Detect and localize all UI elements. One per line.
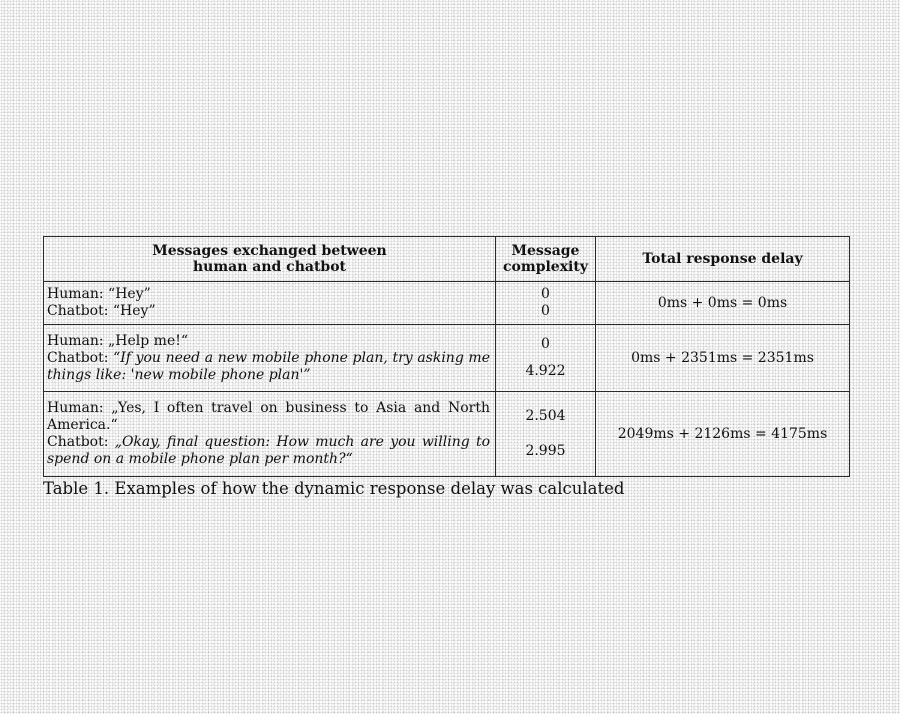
human-message (47, 286, 490, 303)
delay-cell: 2049ms + 2126ms = 4175ms (596, 392, 850, 477)
human-prefix: Human: (47, 400, 104, 416)
messages-cell (44, 282, 496, 325)
complexity-cell (496, 392, 596, 477)
chatbot-prefix: Chatbot: (47, 434, 109, 450)
delay-cell: 0ms + 2351ms = 2351ms (596, 325, 850, 392)
chatbot-prefix: Chatbot: (47, 303, 109, 319)
human-text: “Hey” (108, 286, 151, 302)
messages-cell (44, 325, 496, 392)
chatbot-text: “Hey” (112, 303, 156, 319)
header-messages-line1: Messages exchanged between (152, 243, 387, 259)
header-complexity (496, 237, 596, 282)
complexity-human: 0 (541, 336, 550, 352)
complexity-chatbot: 2.995 (525, 443, 566, 459)
table-caption: Table 1. Examples of how the dynamic response delay was calculated (43, 479, 625, 498)
delay-cell: 0ms + 0ms = 0ms (596, 282, 850, 325)
response-delay-table (43, 236, 850, 477)
header-delay: Total response delay (596, 237, 850, 282)
complexity-human: 2.504 (525, 408, 566, 424)
header-complexity-line1: Message (511, 243, 580, 259)
chatbot-message (47, 303, 490, 320)
header-messages-line2: human and chatbot (192, 259, 347, 275)
complexity-cell (496, 325, 596, 392)
complexity-cell (496, 282, 596, 325)
complexity-chatbot: 4.922 (525, 363, 566, 379)
chatbot-message (47, 434, 490, 468)
complexity-chatbot: 0 (541, 303, 550, 319)
header-messages (44, 237, 496, 282)
chatbot-message (47, 350, 490, 384)
human-prefix: Human: (47, 286, 104, 302)
table-row (44, 392, 850, 477)
human-text: „Yes, I often travel on business to Asia and North America.“ (47, 400, 490, 433)
table-row (44, 325, 850, 392)
human-prefix: Human: (47, 332, 104, 349)
human-text: „Help me!“ (108, 332, 189, 349)
messages-cell (44, 392, 496, 477)
table-figure (43, 236, 849, 499)
chatbot-prefix: Chatbot: (47, 349, 109, 366)
complexity-human: 0 (541, 286, 550, 302)
table-row (44, 282, 850, 325)
human-message (47, 400, 490, 434)
chatbot-text: „Okay, final question: How much are you willing to spend on a mobile phone plan per month?“ (47, 434, 490, 467)
human-message (47, 333, 490, 350)
header-complexity-line2: complexity (503, 259, 588, 275)
table-header-row (44, 237, 850, 282)
chatbot-text: “If you need a new mobile phone plan, try asking me things like: 'new mobile phone plan'” (47, 349, 490, 383)
